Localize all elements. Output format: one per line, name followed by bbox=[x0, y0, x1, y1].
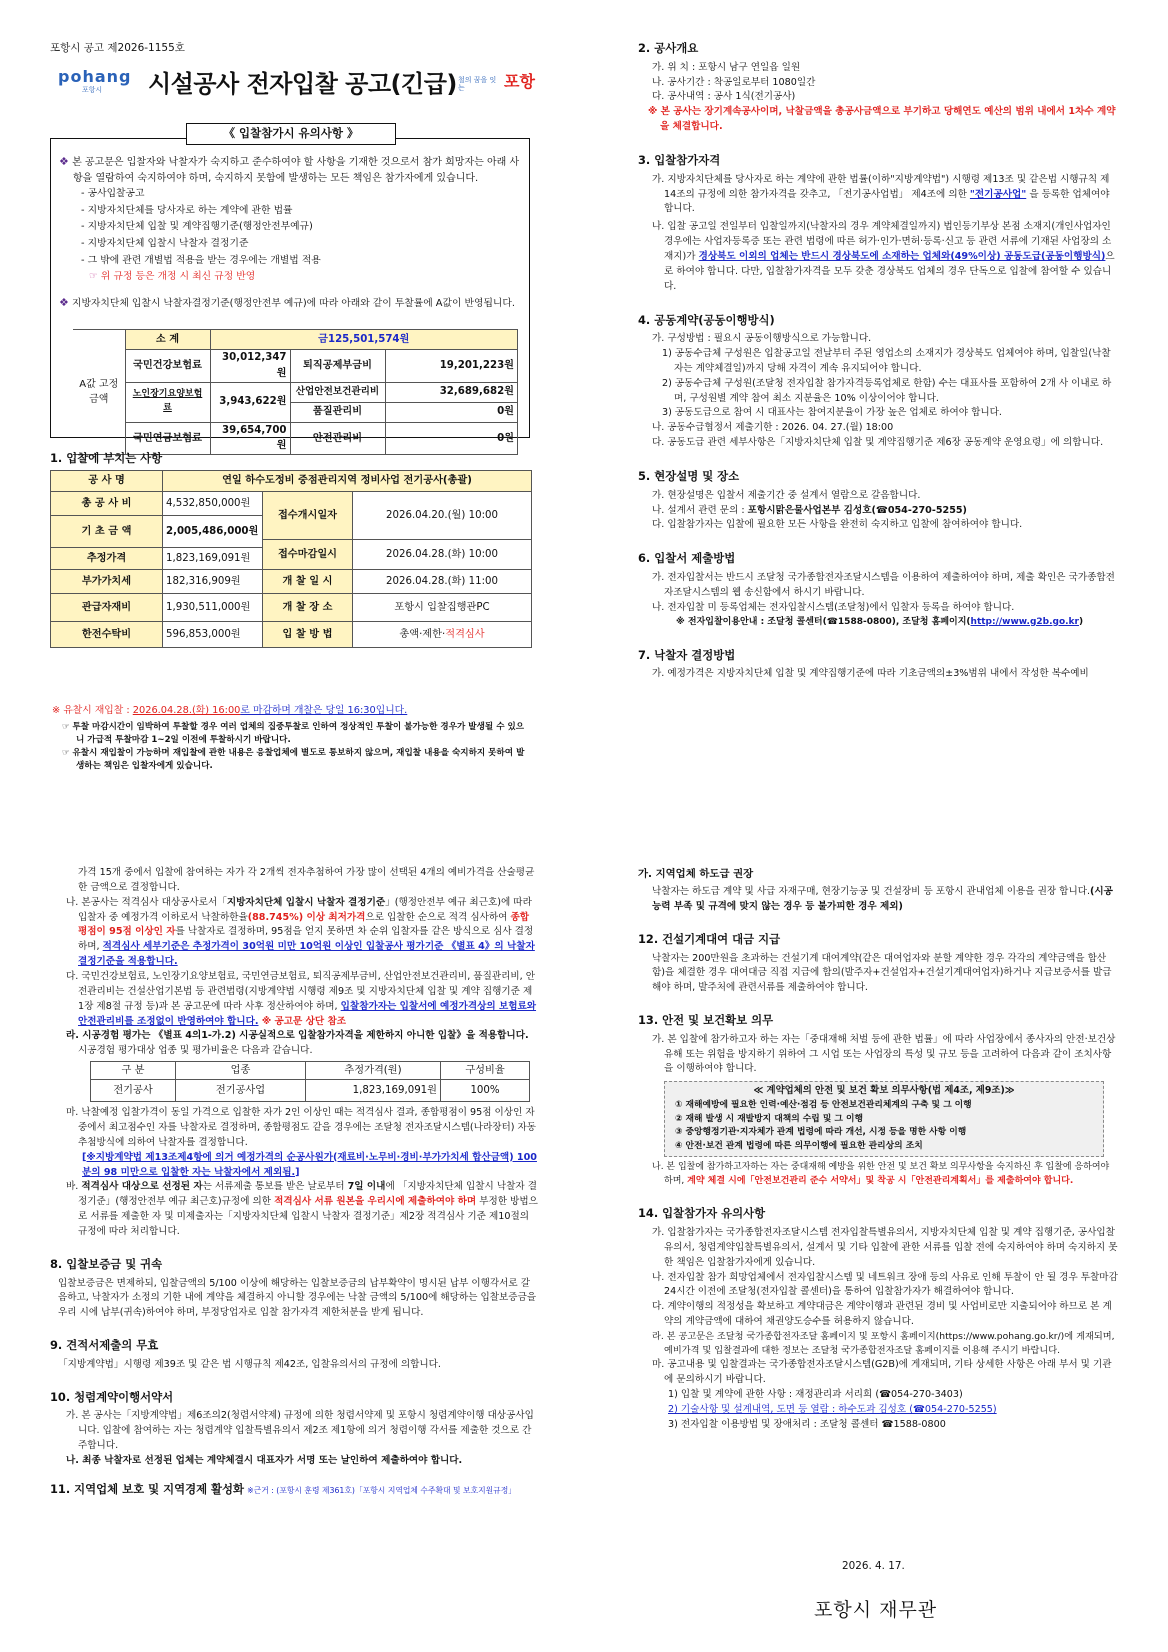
notice-list-item: - 지방자치단체 입찰시 낙찰자 결정기준 bbox=[81, 237, 249, 249]
s2-note: ※ 본 공사는 장기계속공사이며, 낙찰금액을 총공사금액으로 부기하고 당해연도 예산의 범위 내에서 1차수 계약을 체결합니다. bbox=[648, 106, 1116, 133]
s13-b-text: 나. 본 입찰에 참가하고자하는 자는 중대재해 예방을 위한 안전 및 보건 확보 의무사항을 숙지하신 후 입찰에 응하여야 하며, bbox=[652, 1162, 1110, 1187]
base-amount-value: 2,005,486,000원 bbox=[163, 516, 263, 548]
s7-c-text: 다. 국민건강보험료, 노인장기요양보험료, 국민연금보험료, 퇴직공제부금비, 산업안전보건관리비, 품질관리비, 안전관리비는 건설산업기본법 등 관련법령(지방계약법 시행령 제9조 및 지방자치단체 입찰 및 계약 집행기준 제1장 제8절 규정 등)과 본 공고문에 따라 사후 정산하여야 하며, bbox=[66, 971, 536, 1012]
s13-b bbox=[638, 1161, 1118, 1189]
a-item-label: 국민건강보험료 bbox=[125, 350, 210, 383]
bid-method-red: 적격심사 bbox=[445, 628, 485, 640]
project-name-label: 공 사 명 bbox=[51, 471, 163, 492]
est-price-value: 1,823,169,091원 bbox=[163, 548, 263, 570]
section-8-title: 8. 입찰보증금 및 귀속 bbox=[50, 1256, 163, 1271]
s14-b: 나. 전자입찰 참가 희망업체에서 전자입찰시스템 및 네트워크 장애 등의 사유로 인해 투찰이 안 될 경우 투찰마감 24시간 이전에 조달청(전자입찰 콜센터)을 통하여 입찰참가자가 해결하여야 합니다. bbox=[652, 1271, 1118, 1298]
section-13-title: 13. 안전 및 보건확보 의무 bbox=[638, 1013, 774, 1028]
right-top-column bbox=[638, 40, 1118, 682]
s4-c: 다. 공동도급 관련 세부사항은「지방자치단체 입찰 및 계약집행기준 제6장 공동계약 운영요령」에 의합니다. bbox=[652, 437, 1104, 449]
s3-a-text: 가. 지방자치단체를 당사자로 하는 계약에 관한 법률(이하"지방계약법") 시행령 제13조 및 같은법 시행규칙 제14조의 규정에 의한 참가자격을 갖추고, 「전기공사업법」 제4조에 의한 bbox=[652, 173, 1110, 200]
s3-b-text2: 으로 하여야 합니다. 다만, 입찰참가자격을 모두 갖춘 경상북도 업체의 경우 단독으로 입찰에 참여할 수 있습니다. bbox=[664, 250, 1115, 292]
section-5-title: 5. 현장설명 및 장소 bbox=[638, 469, 740, 484]
rebid-warnings bbox=[62, 721, 530, 773]
supply-label: 관급자재비 bbox=[51, 594, 163, 622]
s5-c: 다. 입찰참가자는 입찰에 필요한 모든 사항을 완전히 숙지하고 입찰에 참여하여야 합니다. bbox=[652, 519, 1023, 531]
close-date-value: 2026.04.28.(화) 10:00 bbox=[353, 540, 532, 570]
exp-cell: 전기공사업 bbox=[176, 1080, 306, 1102]
vat-value: 182,316,909원 bbox=[163, 570, 263, 594]
s3-b-text: 나. 입찰 공고일 전일부터 입찰일까지(낙찰자의 경우 계약체결일까지) 법인등기부상 본점 소재지(개인사업자인 경우에는 사업자등록증 또는 관련 법령에 따른 허가·인가·면허·등록·신고 등 관련 서류에 기재된 사업장의 소재지)가 bbox=[652, 221, 1112, 262]
rebid-date: 2026.04.28.(화) 16:00 bbox=[132, 705, 241, 716]
slogan-text: 철의 꿈을 잇는 bbox=[458, 76, 497, 92]
bid-method-value bbox=[353, 622, 532, 648]
safety-item: ③ 중앙행정기관·지자체가 관계 법령에 따라 개선, 시정 등을 명한 사항 이행 bbox=[675, 1127, 967, 1138]
s4-a3: 3) 공동도급으로 참여 시 대표사는 참여지분율이 가장 높은 업체로 하여야 합니다. bbox=[662, 407, 1002, 419]
s14-a: 가. 입찰참가자는 국가종합전자조달시스템 전자입찰특별유의서, 지방자치단체 입찰 및 계약 집행기준, 공사입찰유의서, 청렴계약입찰특별유의서, 설계서 및 기타 입찰에 관한 서류를 입찰 전에 숙지하여야 하며 숙지하지 못한 책임은 입찰참가자에게 있습니다. bbox=[652, 1226, 1118, 1268]
section-2-body bbox=[638, 61, 1118, 106]
open-date-value: 2026.04.20.(월) 10:00 bbox=[353, 492, 532, 540]
rebid-suffix: 로 마감하며 개찰은 당일 16:30입니다. bbox=[240, 705, 408, 716]
bid-method-label: 입 찰 방 법 bbox=[263, 622, 353, 648]
s7-f-bold1: 적격심사 대상으로 선정된 자 bbox=[81, 1181, 203, 1193]
notice-list bbox=[59, 186, 521, 286]
bottom-left-column bbox=[50, 866, 538, 1499]
s7-b-text2: 」(행정안전부 예규 최근호)에 따라 입찰자 중 예정가격 이하로서 낙찰하한율 bbox=[78, 896, 532, 923]
open-bid-label: 개 찰 일 시 bbox=[263, 570, 353, 594]
diamond-bullet-icon: ❖ bbox=[59, 155, 69, 168]
a-value-table bbox=[73, 329, 518, 455]
s4-b: 나. 공동수급협정서 제출기한 : 2026. 04. 27.(월) 18:00 bbox=[652, 422, 894, 434]
project-name-value: 연일 하수도정비 중점관리지역 정비사업 전기공사(총괄) bbox=[163, 471, 532, 492]
s3-item-a bbox=[638, 173, 1118, 218]
s4-a1: 1) 공동수급체 구성원은 입찰공고일 전날부터 주된 영업소의 소재지가 경상북도 업체여야 하며, 입찰일(낙찰자는 계약체결일)까지 당해 자격이 계속 유지되어야 합니다. bbox=[662, 348, 1111, 374]
section-12-title: 12. 건설기계대여 대금 지급 bbox=[638, 931, 781, 946]
safety-item: ② 재해 발생 시 재발방지 대책의 수립 및 그 이행 bbox=[675, 1113, 863, 1124]
s7-c-link: 입찰참가자는 입찰서에 예정가격상의 보험료와 안전관리비를 조정없이 반영하여야 합니다. bbox=[78, 1000, 537, 1027]
s14-d: 라. 본 공고문은 조달청 국가종합전자조달 홈페이지 및 포항시 홈페이지(https://www.pohang.go.kr/)에 게재되며, 예비가격 및 입찰결과에 대한 정보는 조달청 국가종합전자조달 홈페이지를 이용해 주시기 바랍니다. bbox=[652, 1330, 1115, 1357]
section-6-title: 6. 입찰서 제출방법 bbox=[638, 551, 736, 566]
a-item-label: 품질관리비 bbox=[290, 402, 385, 422]
bottom-right-column bbox=[638, 866, 1118, 1433]
s14-e2: 2) 기술사항 및 설계내역, 도면 등 열람 : 하수도과 김성호 (☎054-270-5255) bbox=[668, 1404, 997, 1416]
s7-c-note: ※ 공고문 상단 참조 bbox=[258, 1015, 347, 1027]
s2-detail: 다. 공사내역 : 공사 1식(전기공사) bbox=[652, 91, 796, 103]
s7-b-rate: (88.745%) 이상 최저가격 bbox=[247, 911, 366, 923]
s2-location: 가. 위 치 : 포항시 남구 연일읍 일원 bbox=[652, 61, 801, 73]
s6-a: 가. 전자입찰서는 반드시 조달청 국가종합전자조달시스템을 이용하여 제출하여야 하며, 제출 확인은 국가종합전자조달시스템의 웹 송신함에서 하시기 바랍니다. bbox=[652, 571, 1115, 598]
a-item-value: 30,012,347원 bbox=[210, 350, 290, 383]
hand-pointer-icon: ☞ bbox=[89, 271, 98, 283]
s7-b-score: 종합평점이 95점 이상인 자 bbox=[78, 911, 529, 938]
s7-e: 마. 낙찰예정 입찰가격이 동일 가격으로 입찰한 자가 2인 이상인 때는 적격심사 결과, 종합평점이 95점 이상인 자 중에서 최고점수인 자를 낙찰자로 결정하며, 종합평점도 같을 경우에는 조달청 전자조달시스템(나라장터) 자동추첨방식에 의하여 낙찰자를 결정합니다. bbox=[66, 1107, 537, 1148]
exp-col-header: 업종 bbox=[176, 1062, 306, 1080]
a-item-label: 국민연금보험료 bbox=[125, 422, 210, 455]
s11-note: ※근거 : (포항시 훈령 제361호)「포항시 지역업체 수주확대 및 보호지원규정」 bbox=[247, 1485, 517, 1495]
bid-method-text: 총액·제한· bbox=[399, 628, 446, 640]
s3-a-link: "전기공사업" bbox=[969, 188, 1027, 200]
a-item-label: 안전관리비 bbox=[290, 422, 385, 455]
s7-f-prefix: 바. bbox=[66, 1181, 82, 1193]
s10-a: 가. 본 공사는「지방계약법」제6조의2(청렴서약제) 규정에 의한 청렴서약제 및 포항시 청렴계약이행 대상공사입니다. 입찰에 참여하는 자는 청렴계약 입찰특별유의서 제2조 제1항에 의거 청렴이행 각서를 제출한 것으로 간주합니다. bbox=[66, 1410, 534, 1452]
section-11-header bbox=[50, 1481, 538, 1499]
s11-a-title: 가. 지역업체 하도급 권장 bbox=[638, 868, 754, 880]
hand-pointer-icon: ☞ bbox=[62, 747, 73, 758]
supply-value: 1,930,511,000원 bbox=[163, 594, 263, 622]
a-item-label: 퇴직공제부금비 bbox=[290, 350, 385, 383]
s7-f-text4: 부정한 방법으로 서류를 제출한 자 및 미제출자는「지방자치단체 입찰시 낙찰자 결정기준」제2장 적격심사 기준 제10절의 규정에 따라 처리합니다. bbox=[78, 1196, 538, 1238]
slogan-logo-text: 포항 bbox=[504, 72, 535, 91]
s4-a: 가. 구성방법 : 필요시 공동이행방식으로 가능합니다. bbox=[652, 333, 872, 345]
page-title: 시설공사 전자입찰 공고(긴급) bbox=[148, 70, 457, 98]
exp-cell: 100% bbox=[441, 1080, 530, 1102]
exp-col-header: 추정가격(원) bbox=[306, 1062, 441, 1080]
s7-f-red: 적격심사 서류 원본을 우리시에 제출하여야 하며 bbox=[274, 1196, 477, 1208]
s3-a-text2: 을 등록한 업체여야 합니다. bbox=[664, 188, 1110, 215]
notice-box bbox=[50, 126, 530, 452]
s7-a: 가. 예정가격은 지방자치단체 입찰 및 계약집행기준에 따라 기초금액의±3%범위 내에서 작성한 복수예비 bbox=[652, 668, 1089, 680]
safety-box bbox=[664, 1081, 1104, 1157]
bid-info-table bbox=[50, 470, 532, 648]
rebid-note bbox=[52, 703, 532, 718]
s7-c bbox=[50, 970, 538, 1029]
notice-list-item: - 공사입찰공고 bbox=[81, 188, 145, 199]
est-price-label: 추정가격 bbox=[51, 548, 163, 570]
open-bid-value: 2026.04.28.(화) 11:00 bbox=[353, 570, 532, 594]
open-place-value: 포항시 입찰집행관PC bbox=[353, 594, 532, 622]
kepco-value: 596,853,000원 bbox=[163, 622, 263, 648]
s3-b-link: 경상북도 이외의 업체는 반드시 경상북도에 소재하는 업체와(49%이상) 공동도급(공동이행방식) bbox=[698, 250, 1106, 262]
s7-b-bold: 지방자치단체 입찰시 낙찰자 결정기준 bbox=[226, 896, 386, 908]
s6-note-close: ) bbox=[1078, 616, 1084, 627]
notice-text-1: 본 공고문은 입찰자와 낙찰자가 숙지하고 준수하여야 할 사항을 기재한 것으로서 참가 희망자는 아래 사항을 열람하여 숙지하여야 하며, 숙지하지 못함에 발생하는 모든 책임은 참가자에게 있습니다. bbox=[72, 157, 520, 184]
logo-subtext: 포항시 bbox=[81, 86, 103, 94]
total-cost-label: 총 공 사 비 bbox=[51, 492, 163, 516]
s7-d2: 시공경험 평가대상 업종 및 평가비율은 다음과 같습니다. bbox=[78, 1045, 313, 1057]
subtotal-value: 금125,501,574원 bbox=[210, 330, 518, 350]
warning-1-text: 투찰 마감시간이 임박하여 투찰할 경우 여러 업체의 집중투찰로 인하여 정상적인 투찰이 불가능한 경우가 발생될 수 있으니 가급적 투찰마감 1~2일 이전에 투찰하시기 바랍니다. bbox=[72, 722, 525, 745]
s7-d1: 라. 시공경험 평가는 《별표 4의1-가.2) 시공실적으로 입찰참가자격을 제한하지 아니한 입찰》을 적용합니다. bbox=[66, 1030, 529, 1042]
total-cost-value: 4,532,850,000원 bbox=[163, 492, 263, 516]
diamond-bullet-icon: ❖ bbox=[59, 295, 69, 309]
subtotal-label: 소 계 bbox=[125, 330, 210, 350]
s6-note-text: ※ 전자입찰이용안내 : 조달청 콜센터(☎1588-0800), 조달청 홈페이지( bbox=[676, 616, 971, 627]
hand-note-text: 위 규정 등은 개정 시 최신 규정 반영 bbox=[100, 271, 256, 283]
s7-b-text1: 나. 본공사는 적격심사 대상공사로서「 bbox=[66, 896, 227, 908]
notice-paragraph-1 bbox=[59, 153, 521, 186]
section-2-title: 2. 공사개요 bbox=[638, 41, 699, 55]
s5-a: 가. 현장설명은 입찰서 제출기간 중 설계서 열람으로 갈음합니다. bbox=[652, 489, 921, 501]
s14-c: 다. 계약이행의 적정성을 확보하고 계약대금은 계약이행과 관련된 경비 및 사업비로만 지출되어야 하므로 본 계약의 계약금액에 대하여 채권양도승수를 허용하지 않습니다. bbox=[652, 1301, 1112, 1328]
g2b-link[interactable]: http://www.g2b.go.kr bbox=[970, 616, 1079, 627]
s5-b bbox=[638, 504, 1118, 519]
base-amount-label: 기 초 금 액 bbox=[51, 516, 163, 548]
a-item-value: 0원 bbox=[385, 402, 518, 422]
s14-e3: 3) 전자입찰 이용방법 및 장애처리 : 조달청 콜센터 ☎1588-0800 bbox=[668, 1418, 946, 1430]
section-10-title: 10. 청렴계약이행서약서 bbox=[50, 1389, 174, 1404]
a-value-label: A값 고정금액 bbox=[73, 330, 125, 455]
section-1-title: 1. 입찰에 부치는 사항 bbox=[50, 451, 163, 465]
pohang-slogan-logo bbox=[458, 70, 538, 94]
s11-a-text: 낙찰자는 하도급 계약 및 사급 자재구매, 현장기능공 및 건설장비 등 포항시 관내업체 이용을 권장 합니다. bbox=[652, 886, 1091, 898]
warning-2 bbox=[62, 747, 530, 773]
s5-b-text: 나. 설계서 관련 문의 : bbox=[652, 504, 748, 516]
a-item-label: 산업안전보건관리비 bbox=[290, 382, 385, 402]
a-item-label: 노인장기요양보험료 bbox=[125, 382, 210, 422]
safety-item: ① 재해예방에 필요한 인력·예산·점검 등 안전보건관리체계의 구축 및 그 이행 bbox=[675, 1099, 972, 1110]
vat-label: 부가가치세 bbox=[51, 570, 163, 594]
s7-f-bold2: 7일 이내 bbox=[347, 1181, 386, 1193]
warning-1 bbox=[62, 721, 530, 747]
experience-table bbox=[90, 1061, 530, 1102]
s7-b-link: 적격심사 세부기준은 추정가격이 30억원 미만 10억원 이상인 입찰공사 평가기준 《별표 4》의 낙찰자 결정기준을 적용합니다. bbox=[78, 941, 535, 968]
s11-a-note: (시공능력 부족 및 규격에 맞지 않는 경우 등 불가피한 경우 제외) bbox=[652, 886, 1113, 912]
exp-cell: 전기공사 bbox=[91, 1080, 176, 1102]
rebid-prefix: ※ 유찰시 재입찰 : bbox=[52, 705, 133, 716]
logo-text: pohang bbox=[58, 67, 132, 86]
s3-item-b bbox=[638, 220, 1118, 294]
notice-text-2: 지방자치단체 입찰시 낙찰자결정기준(행정안전부 예규)에 따라 아래와 같이 투찰률에 A값이 반영됩니다. bbox=[72, 297, 515, 309]
handwritten-note bbox=[81, 269, 521, 286]
a-item-value: 3,943,622원 bbox=[210, 382, 290, 422]
s14-e1: 1) 입찰 및 계약에 관한 사항 : 재정관리과 서리희 (☎054-270-3403) bbox=[668, 1389, 963, 1401]
s7-e-note: [※지방계약법 제13조제4항에 의거 예정가격의 순공사원가(재료비·노무비·경비·부가가치세 합산금액) 100분의 98 미만으로 입찰한 자는 낙찰자에서 제외됨.] bbox=[82, 1151, 537, 1178]
s6-b: 나. 전자입찰 미 등록업체는 전자입찰시스템(조달청)에서 입찰자 등록을 하여야 합니다. bbox=[652, 601, 1015, 613]
s13-a: 가. 본 입찰에 참가하고자 하는 자는「중대재해 처벌 등에 관한 법률」에 따라 사업장에서 종사자의 안전·보건상 유해 또는 위험을 방지하기 위하여 그 시업 또는 사업장의 특성 및 규모 등을 고려하여 다음과 같이 조치사항을 이행하여야 합니다. bbox=[652, 1033, 1116, 1075]
notice-list-item: - 그 밖에 관련 개별법 적용을 받는 경우에는 개별법 적용 bbox=[81, 254, 321, 266]
s8-body: 입찰보증금은 면제하되, 입찰금액의 5/100 이상에 해당하는 입찰보증금의 납부확약이 명시된 납부 이행각서로 갈음하고, 낙찰자가 소정의 기한 내에 계약을 체결하지 아니할 경우에는 낙찰 금액의 5/100에 해당하는 입찰보증금을 우리 시에 납부(귀속)하여야 하며, 부정당업자로 입찰 참가자격 제한처분을 받게 됩니다. bbox=[58, 1277, 537, 1319]
s4-a2: 2) 공동수급체 구성원(조달청 전자입찰 참가자격등록업체로 한함) 수는 대표사를 포함하여 2개 사 이내로 하며, 구성원별 계약 참여 최소 지분율은 10% 이상이어야 합니다. bbox=[662, 377, 1112, 404]
s7-f-text2: 는 서류제출 통보를 받은 날로부터 bbox=[202, 1181, 348, 1193]
pohang-logo bbox=[58, 67, 132, 102]
s11-a bbox=[638, 885, 1118, 915]
notice-list-item: - 지방자치단체 입찰 및 계약집행기준(행정안전부예규) bbox=[81, 221, 313, 233]
s7-continued: 가격 15개 중에서 입찰에 참여하는 자가 각 2개씩 전자추첨하여 가장 많이 선택된 4개의 예비가격을 산술평균한 금액으로 결정합니다. bbox=[78, 867, 535, 893]
s7-f bbox=[50, 1180, 538, 1239]
safety-box-title: ≪ 계약업체의 안전 및 보건 확보 의무사항(법 제4조, 제9조)≫ bbox=[753, 1085, 1015, 1097]
s7-b-text3: 으로 입찰한 순으로 적격 심사하여 bbox=[365, 911, 511, 923]
s14-e: 마. 공고내용 및 입찰결과는 국가종합전자조달시스템(G2B)에 게재되며, 기타 상세한 사항은 아래 부서 및 기관에 문의하시기 바랍니다. bbox=[652, 1359, 1112, 1386]
warning-2-text: 유찰시 재입찰이 가능하며 재입찰에 관한 내용은 응찰업체에 별도로 통보하지 않으며, 재입찰 내용을 숙지하지 못하여 발생하는 책임은 입찰자에게 있습니다. bbox=[72, 747, 525, 771]
s9-body: 「지방계약법」시행령 제39조 및 같은 법 시행규칙 제42조, 입찰유의서의 규정에 의합니다. bbox=[58, 1358, 441, 1370]
open-date-label: 접수개시일자 bbox=[263, 492, 353, 540]
s5-b-contact: 포항시맑은물사업본부 김성호(☎054-270-5255) bbox=[747, 504, 967, 516]
notice-number: 포항시 공고 제2026-1155호 bbox=[50, 42, 185, 54]
s7-f-text3: 에 「지방자치단체 입찰시 낙찰자 결정기준」(행정안전부 예규 최근호)규정에 의한 bbox=[78, 1181, 537, 1208]
footer-date: 2026. 4. 17. bbox=[842, 1560, 905, 1572]
a-item-value: 39,654,700원 bbox=[210, 422, 290, 455]
notice-paragraph-2 bbox=[59, 294, 521, 311]
section-14-title: 14. 입찰참가자 유의사항 bbox=[638, 1206, 766, 1221]
safety-item: ④ 안전·보건 관계 법령에 따른 의무이행에 필요한 관리상의 조치 bbox=[675, 1140, 923, 1151]
exp-col-header: 구성비율 bbox=[441, 1062, 530, 1080]
a-item-value: 19,201,223원 bbox=[385, 350, 518, 383]
section-11-title: 11. 지역업체 보호 및 지역경제 활성화 bbox=[50, 1481, 245, 1496]
notice-title: 《 입찰참가시 유의사항 》 bbox=[186, 123, 396, 145]
exp-col-header: 구 분 bbox=[91, 1062, 176, 1080]
a-item-value: 32,689,682원 bbox=[385, 382, 518, 402]
footer-signer: 포항시 재무관 bbox=[814, 1599, 938, 1621]
section-4-title: 4. 공동계약(공동이행방식) bbox=[638, 312, 775, 327]
section-3-title: 3. 입찰참가자격 bbox=[638, 152, 721, 167]
s12-body: 낙찰자는 200만원을 초과하는 건설기계 대여계약(같은 대여업자와 분할 계약한 경우 각각의 계약금액을 합산함)을 체결한 경우 대여대금 직접 지급에 합의(발주자+건설업자+건설기계대여업자)하거나 지급보증서를 발급해야 하며, 발주처에 관련서류를 제출하여야 합니다. bbox=[652, 952, 1112, 994]
s6-note bbox=[638, 616, 1118, 630]
kepco-label: 한전수탁비 bbox=[51, 622, 163, 648]
s7-b-text4: 를 낙찰자로 결정하며, 95점을 얻지 못하면 차 순위 입찰자를 같은 방식으로 심사 결정하며, bbox=[78, 926, 534, 953]
s7-b bbox=[50, 896, 538, 970]
section-9-title: 9. 견적서제출의 무효 bbox=[50, 1338, 159, 1353]
section-7-title: 7. 낙찰자 결정방법 bbox=[638, 647, 736, 662]
s2-period: 나. 공사기간 : 착공일로부터 1080일간 bbox=[652, 76, 816, 88]
a-item-value: 0원 bbox=[385, 422, 518, 455]
hand-pointer-icon: ☞ bbox=[62, 722, 73, 732]
exp-cell: 1,823,169,091원 bbox=[306, 1080, 441, 1102]
s13-b-red: 계약 체결 시에「안전보건관리 준수 서약서」및 착공 시「안전관리계획서」를 제출하여야 합니다. bbox=[687, 1176, 1074, 1187]
close-date-label: 접수마감일시 bbox=[263, 540, 353, 570]
open-place-label: 개 찰 장 소 bbox=[263, 594, 353, 622]
s10-b: 나. 최종 낙찰자로 선정된 업체는 계약체결시 대표자가 서명 또는 날인하여 제출하여야 합니다. bbox=[66, 1454, 463, 1466]
notice-list-item: - 지방자치단체를 당사자로 하는 계약에 관한 법률 bbox=[81, 204, 293, 216]
